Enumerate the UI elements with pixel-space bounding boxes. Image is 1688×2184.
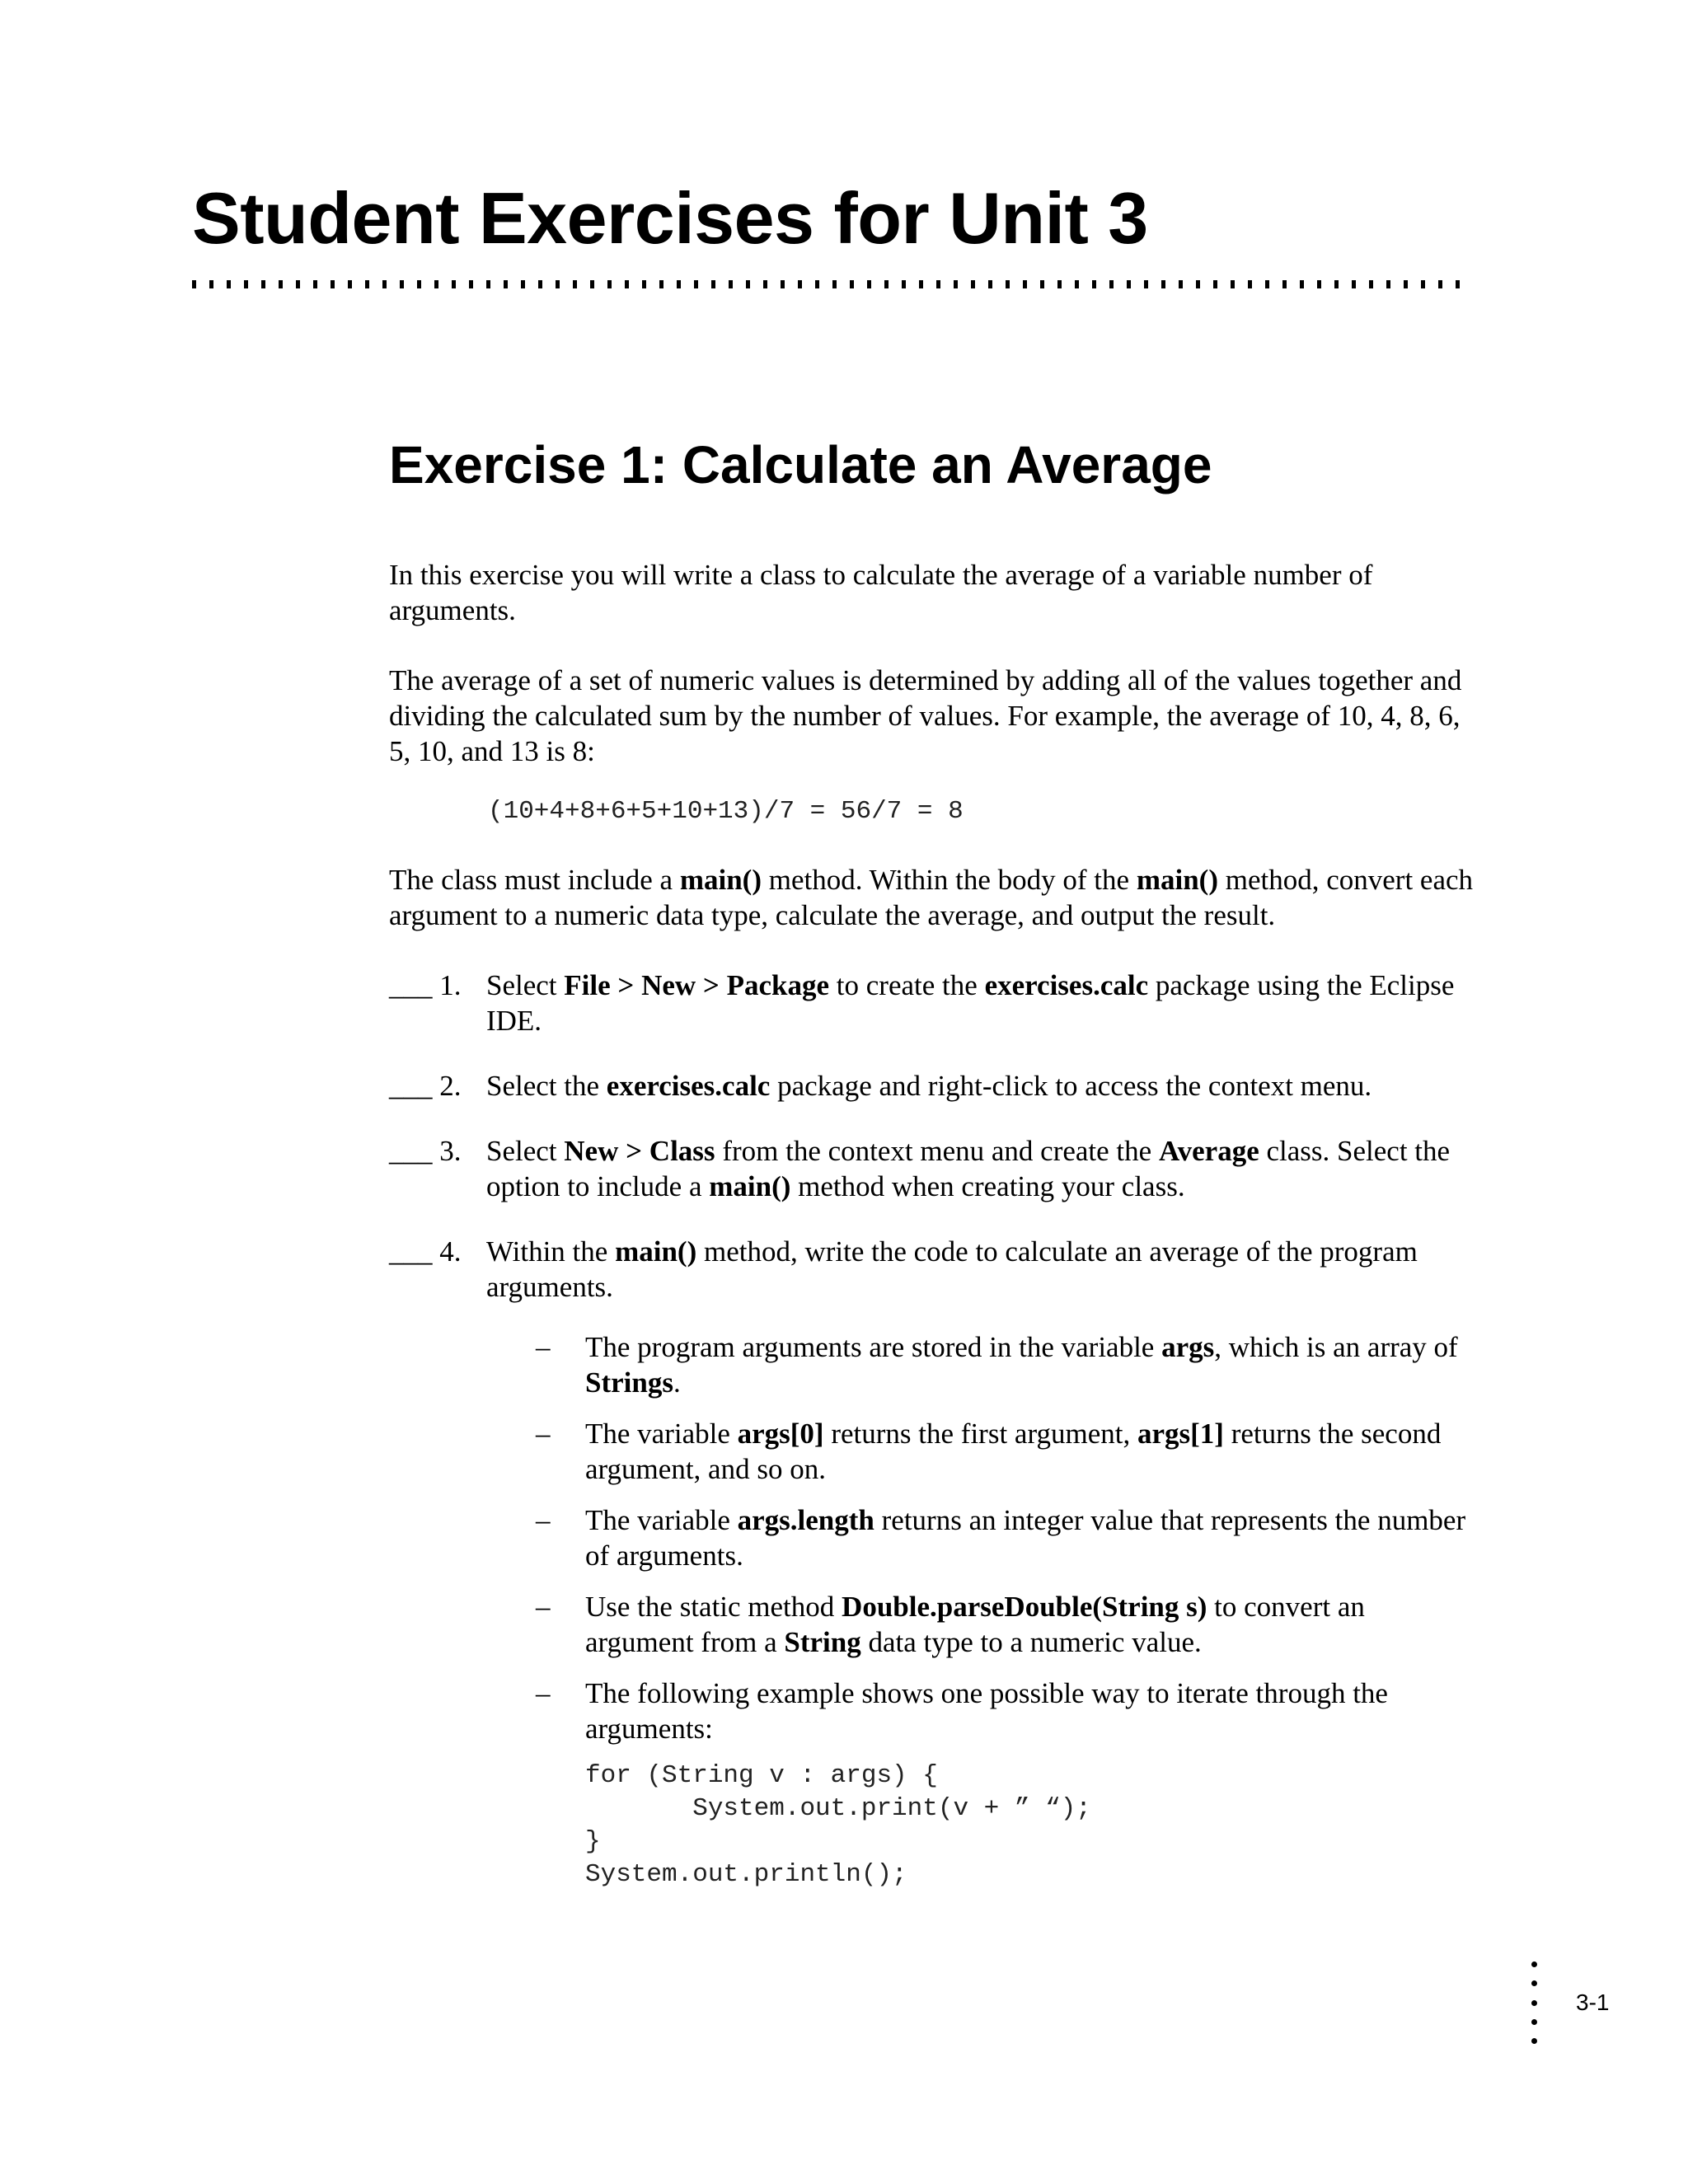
class-requirements-paragraph: The class must include a main() method. Within the body of the main() method, convert each argument to a numeric data type, calculate the average, and output the result.: [389, 864, 1474, 931]
code-line: }: [585, 1827, 601, 1856]
step-checkbox-blank: ___ 2.: [389, 1070, 462, 1102]
margin-dot-marker: [1531, 1961, 1538, 2044]
step-checkbox-blank: ___ 1.: [389, 969, 462, 1001]
dash-bullet: –: [536, 1591, 551, 1623]
code-line: for (String v : args) {: [585, 1761, 938, 1790]
code-example: [585, 1760, 1477, 1891]
dash-bullet: –: [536, 1504, 551, 1536]
code-line: System.out.print(v + ” “);: [585, 1794, 1091, 1823]
hint-item: – The variable args[0] returns the first argument, args[1] returns the second argument, and so on.: [536, 1418, 1442, 1485]
hint-item: – The following example shows one possible way to iterate through the arguments:: [536, 1677, 1388, 1745]
dash-bullet: –: [536, 1331, 551, 1363]
hint-item: – The variable args.length returns an integer value that represents the number of arguments.: [536, 1504, 1466, 1572]
formula-example: (10+4+8+6+5+10+13)/7 = 56/7 = 8: [488, 797, 964, 826]
step-item: ___ 1. Select File > New > Package to create the exercises.calc package using the Eclipse IDE.: [389, 969, 1455, 1037]
hint-item: – The program arguments are stored in the variable args, which is an array of Strings.: [536, 1331, 1458, 1399]
step-item: ___ 3. Select New > Class from the context menu and create the Average class. Select the option to include a main() method when creating your class.: [389, 1135, 1451, 1202]
hint-list: [389, 1329, 1477, 1891]
step-item: ___ 2. Select the exercises.calc package and right-click to access the context menu.: [389, 1070, 1372, 1102]
step-item: ___ 4. Within the main() method, write the code to calculate an average of the program arguments.: [389, 1235, 1418, 1303]
exercise-body: [389, 557, 1477, 1891]
dash-bullet: –: [536, 1418, 551, 1450]
intro-paragraph: In this exercise you will write a class to calculate the average of a variable number of arguments.: [389, 559, 1373, 626]
page-title: Student Exercises for Unit 3: [192, 177, 1148, 259]
step-checkbox-blank: ___ 4.: [389, 1235, 462, 1268]
code-line: System.out.println();: [585, 1860, 907, 1889]
dash-bullet: –: [536, 1677, 551, 1709]
hint-item: – Use the static method Double.parseDouble(String s) to convert an argument from a String data type to a numeric value.: [536, 1591, 1365, 1658]
exercise-title: Exercise 1: Calculate an Average: [389, 435, 1212, 494]
step-checkbox-blank: ___ 3.: [389, 1135, 462, 1167]
dotted-divider: [192, 280, 1468, 288]
page-number: 3-1: [1576, 1990, 1610, 2015]
average-definition-paragraph: The average of a set of numeric values is determined by adding all of the values together and dividing the calculated sum by the number of values. For example, the average of 10, 4, 8, 6, 5, 10, and 13 is 8:: [389, 664, 1462, 767]
